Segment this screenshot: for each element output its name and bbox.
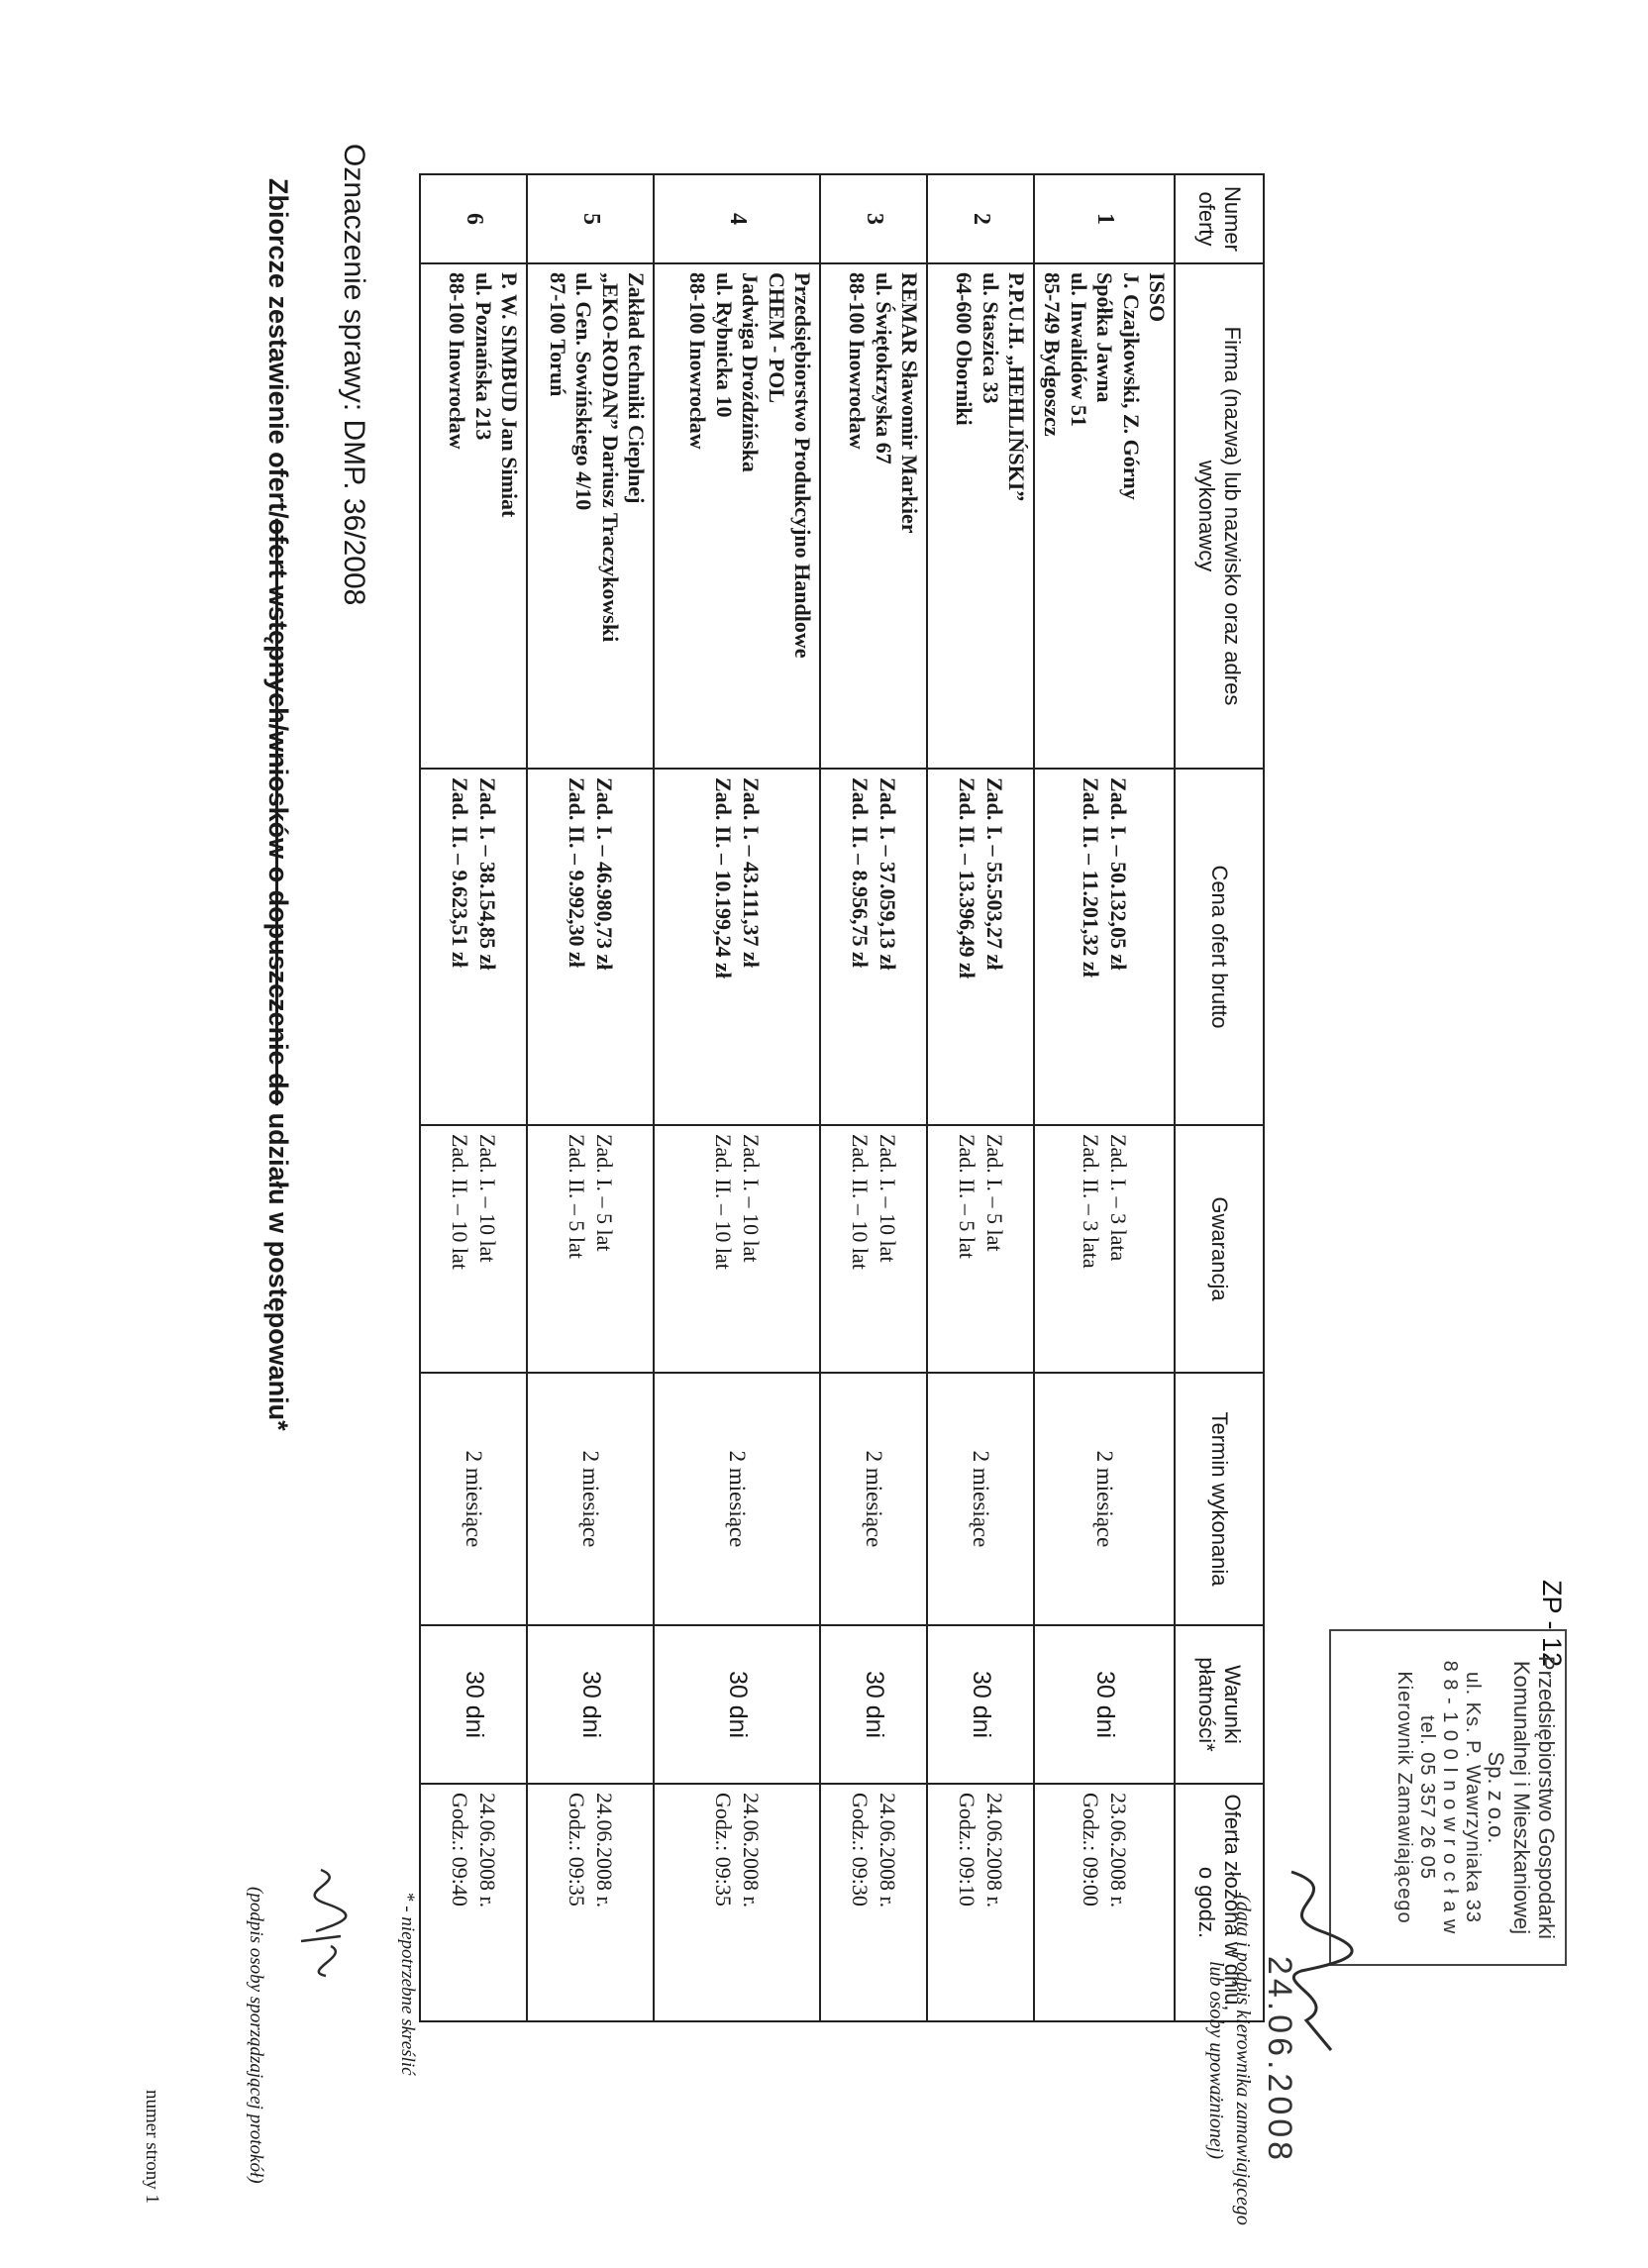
header-term: Termin wykonania [1175, 1373, 1264, 1625]
stamp-line: 8 8 - 1 0 0 I n o w r o c ł a w [1439, 1660, 1462, 1935]
payment-cell: 30 dni [927, 1625, 1034, 1784]
firm-line: „EKO-RODAN” Dariusz Traczykowski [597, 272, 623, 643]
submitted-cell [820, 1784, 927, 2021]
warranty-line: Zad. I. – 10 lat [474, 1134, 500, 1263]
firm-line: 88-100 Inowrocław [445, 272, 470, 450]
case-reference: Oznaczenie sprawy: DMP. 36/2008 [338, 144, 370, 606]
footnote: * - niepotrzebne skreślić [397, 1892, 418, 2076]
handwritten-initials [281, 1862, 360, 1981]
table-row [654, 174, 820, 2021]
price-line: Zad. II. – 9.992,30 zł [565, 777, 590, 968]
document-title [262, 178, 293, 1431]
firm-line: CHEM - POL [764, 272, 789, 403]
term-cell: 2 miesiące [927, 1373, 1034, 1625]
warranty-line: Zad. II. – 10 lat [848, 1134, 874, 1270]
warranty-cell [420, 1125, 527, 1373]
offer-number: 1 [1034, 174, 1175, 263]
stamp-line: Przedsiębiorstwo Gospodarki [1534, 1655, 1559, 1940]
submitted-line: Godz.: 09:35 [565, 1793, 590, 1907]
firm-line: ul. Gen. Sowińskiego 4/10 [571, 272, 597, 511]
firm-line: 85-749 Bydgoszcz [1040, 272, 1066, 437]
price-line: Zad. I. – 43.111,37 zł [738, 777, 764, 968]
firm-line: P. W. SIMBUD Jan Simiat [497, 272, 523, 518]
offer-number: 6 [420, 174, 527, 263]
offers-table [419, 173, 1265, 2022]
firm-line: ISSO [1145, 272, 1170, 323]
price-line: Zad. I. – 55.503,27 zł [981, 777, 1007, 971]
firm-line: ul. Staszica 33 [978, 272, 1003, 404]
approval-caption-line2: lub osoby upoważnionej) [1205, 1961, 1228, 2159]
warranty-cell [927, 1125, 1034, 1373]
price-line: Zad. I. – 46.980,73 zł [591, 777, 617, 971]
approval-block [1202, 1852, 1301, 2268]
warranty-line: Zad. I. – 5 lat [981, 1134, 1007, 1252]
header-payment: Warunki płatności* [1175, 1625, 1264, 1784]
price-line: Zad. II. – 9.623,51 zł [448, 777, 473, 968]
stamp-line: tel. 05 357 26 05 [1416, 1714, 1439, 1880]
submitted-line: Godz.: 09:10 [955, 1793, 980, 1907]
warranty-line: Zad. I. – 5 lat [591, 1134, 617, 1252]
page-number: numer strony 1 [142, 2090, 162, 2205]
firm-line: 88-100 Inowrocław [685, 272, 711, 450]
warranty-cell [654, 1125, 820, 1373]
term-cell: 2 miesiące [1034, 1373, 1175, 1625]
price-cell [527, 769, 654, 1125]
firm-line: ul. Inwalidów 51 [1066, 272, 1091, 427]
term-cell: 2 miesiące [527, 1373, 654, 1625]
warranty-line: Zad. II. – 3 lata [1079, 1134, 1104, 1269]
warranty-line: Zad. I. – 10 lat [875, 1134, 900, 1263]
submitted-cell [654, 1784, 820, 2021]
price-cell [927, 769, 1034, 1125]
firm-cell [1034, 263, 1175, 769]
submitted-line: 24.06.2008 r. [474, 1793, 500, 1908]
submitted-cell [1034, 1784, 1175, 2021]
firm-line: ul. Rybnicka 10 [711, 272, 737, 418]
warranty-cell [1034, 1125, 1175, 1373]
form-code: ZP - 12 [1537, 1580, 1567, 1668]
firm-line: P.P.U.H. „HEHLIŃSKI” [1004, 272, 1030, 502]
term-cell: 2 miesiące [820, 1373, 927, 1625]
submitted-cell [420, 1784, 527, 2021]
term-cell: 2 miesiące [654, 1373, 820, 1625]
firm-cell [820, 263, 927, 769]
table-row [1034, 174, 1175, 2021]
submitted-line: Godz.: 09:00 [1079, 1793, 1104, 1907]
header-firm: Firma (nazwa) lub nazwisko oraz adres wykonawcy [1175, 263, 1264, 769]
approval-date: 24.06.2008 [1261, 1955, 1298, 2165]
price-line: Zad. I. – 37.059,13 zł [875, 777, 900, 971]
table-row [527, 174, 654, 2021]
title-part-1: Zbiorcze zestawienie ofert/ [263, 178, 293, 519]
firm-line: ul. Świętokrzyska 67 [871, 272, 896, 464]
firm-line: J. Czajkowski, Z. Górny [1118, 272, 1144, 500]
firm-line: Przedsiębiorstwo Produkcyjno Handlowe [790, 272, 816, 659]
firm-cell [527, 263, 654, 769]
offer-number: 4 [654, 174, 820, 263]
stamp-line: Kierownik Zamawiającego [1393, 1671, 1416, 1924]
firm-cell [654, 263, 820, 769]
table-row [820, 174, 927, 2021]
price-cell [420, 769, 527, 1125]
table-row [927, 174, 1034, 2021]
approval-caption-line1: (data i podpis kierownika zamawiającego [1232, 1895, 1255, 2225]
price-cell [1034, 769, 1175, 1125]
price-line: Zad. I. – 38.154,85 zł [474, 777, 500, 971]
title-part-2: udziału w postępowaniu* [263, 1105, 293, 1431]
table-row [420, 174, 527, 2021]
offers-body [420, 174, 1175, 2021]
header-number: Numer oferty [1175, 174, 1264, 263]
payment-cell: 30 dni [654, 1625, 820, 1784]
stamp-line: Komunalnej i Mieszkaniowej [1508, 1660, 1534, 1935]
term-cell: 2 miesiące [420, 1373, 527, 1625]
firm-line: Zakład techniki Cieplnej [624, 272, 650, 504]
submitted-line: 24.06.2008 r. [591, 1793, 617, 1908]
firm-line: ul. Poznańska 213 [470, 272, 496, 441]
price-cell [820, 769, 927, 1125]
price-line: Zad. II. – 8.956,75 zł [848, 777, 874, 968]
payment-cell: 30 dni [527, 1625, 654, 1784]
warranty-line: Zad. II. – 5 lat [565, 1134, 590, 1259]
stamp-line: Sp. z o.o. [1484, 1751, 1509, 1844]
submitted-line: 24.06.2008 r. [875, 1793, 900, 1908]
firm-line: 87-100 Toruń [545, 272, 570, 397]
submitted-line: Godz.: 09:30 [848, 1793, 874, 1907]
title-struck-text: ofert wstępnych/wniosków o dopuszczenie do [263, 518, 293, 1106]
warranty-line: Zad. I. – 3 lata [1105, 1134, 1131, 1262]
payment-cell: 30 dni [420, 1625, 527, 1784]
header-submitted: Oferta złożona w dniu, o godz. [1175, 1784, 1264, 2021]
stamp-box [1329, 1629, 1567, 1966]
header-price: Cena ofert brutto [1175, 769, 1264, 1125]
warranty-cell [820, 1125, 927, 1373]
submitted-line: 24.06.2008 r. [981, 1793, 1007, 1908]
price-line: Zad. I. – 50.132,05 zł [1105, 777, 1131, 971]
table-header-row [1175, 174, 1264, 2021]
warranty-cell [527, 1125, 654, 1373]
submitted-line: Godz.: 09:35 [711, 1793, 737, 1907]
price-line: Zad. II. – 11.201,32 zł [1079, 777, 1104, 978]
firm-line: 88-100 Inowrocław [845, 272, 871, 450]
warranty-line: Zad. II. – 5 lat [955, 1134, 980, 1259]
warranty-line: Zad. I. – 10 lat [738, 1134, 764, 1263]
price-cell [654, 769, 820, 1125]
firm-line: Spółka Jawna [1092, 272, 1118, 403]
firm-line: Jadwiga Droździńska [738, 272, 764, 472]
firm-cell [927, 263, 1034, 769]
payment-cell: 30 dni [820, 1625, 927, 1784]
offer-number: 5 [527, 174, 654, 263]
firm-line: 64-600 Oborniki [952, 272, 978, 426]
submitted-cell [527, 1784, 654, 2021]
warranty-line: Zad. II. – 10 lat [448, 1134, 473, 1270]
submitted-line: Godz.: 09:40 [448, 1793, 473, 1907]
header-warranty: Gwarancja [1175, 1125, 1264, 1373]
price-line: Zad. II. – 13.396,49 zł [955, 777, 980, 979]
offer-number: 3 [820, 174, 927, 263]
submitted-line: 24.06.2008 r. [738, 1793, 764, 1908]
firm-line: REMAR Sławomir Markier [897, 272, 923, 534]
stamp-line: ul. Ks. P. Wawrzyniaka 33 [1462, 1672, 1485, 1923]
preparer-caption: (podpis osoby sporządzającej protokół) [246, 1887, 266, 2184]
price-line: Zad. II. – 10.199,24 zł [711, 777, 737, 979]
warranty-line: Zad. II. – 10 lat [711, 1134, 737, 1270]
offer-number: 2 [927, 174, 1034, 263]
submitted-cell [927, 1784, 1034, 2021]
payment-cell: 30 dni [1034, 1625, 1175, 1784]
submitted-line: 23.06.2008 r. [1105, 1793, 1131, 1908]
firm-cell [420, 263, 527, 769]
